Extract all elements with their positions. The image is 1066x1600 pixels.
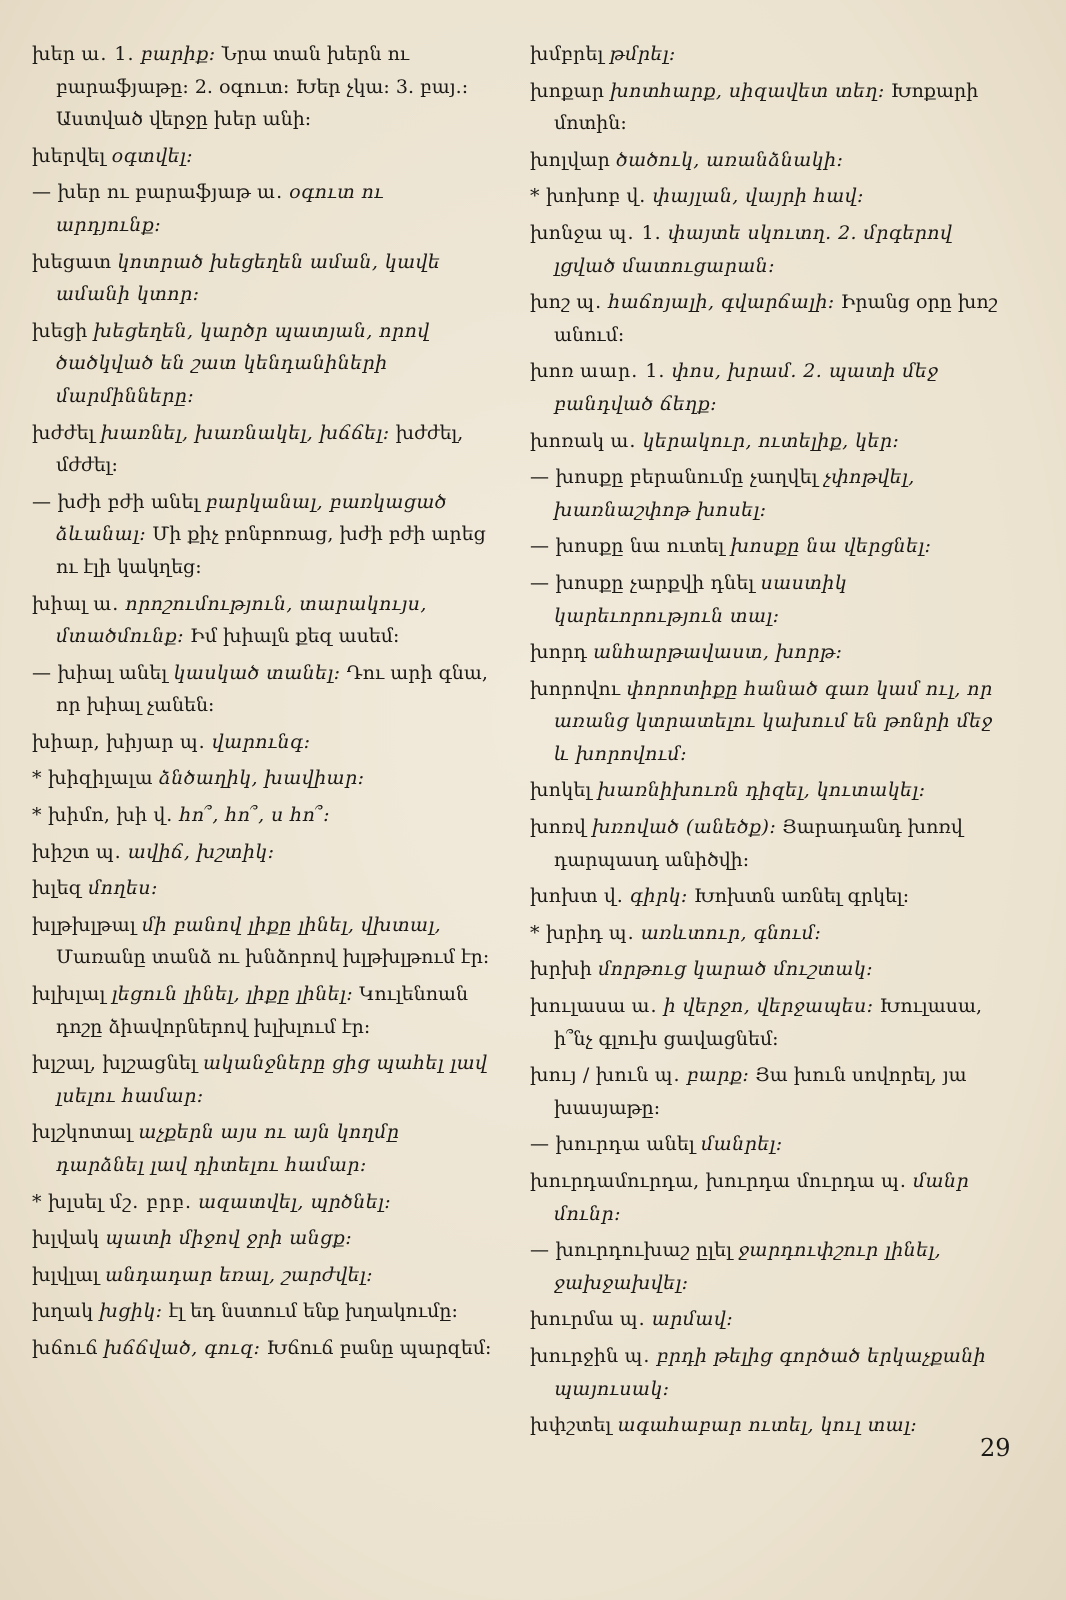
entry-definition: փորոտիքը հանած գառ կամ ուլ, որ առանց կտրատելու կախում են թոնրի մեջ և խորովում։ xyxy=(554,677,993,765)
entry-definition: ականջները ցից պահել լավ լսելու համար։ xyxy=(56,1052,488,1107)
entry-grammar-label: պ. xyxy=(624,1344,651,1367)
entry-definition: ազատվել, պրծնել։ xyxy=(198,1190,392,1213)
entry-definition: ագահաբար ուտել, կուլ տալ։ xyxy=(617,1414,918,1437)
entry-definition: ձնծաղիկ, խավիար։ xyxy=(158,767,365,790)
entry-headword: խլխլալ xyxy=(32,983,106,1006)
dictionary-entry xyxy=(32,1332,492,1365)
dictionary-entry xyxy=(32,657,492,722)
dictionary-entry xyxy=(32,1259,492,1292)
entry-example: Մի քիչ բոնբոռաց, խժի բժի արեց ու էլի կակղեց: xyxy=(56,523,486,578)
entry-grammar-label: ա. 1. xyxy=(81,43,135,65)
entry-definition: խճճված, գուզ։ xyxy=(103,1336,261,1359)
dictionary-entry xyxy=(530,1303,1000,1336)
entry-definition: անհարթավաստ, խորթ։ xyxy=(593,641,843,664)
entry-definition: մողես։ xyxy=(88,877,158,900)
entry-headword: խլվլալ xyxy=(32,1263,100,1286)
entry-example: Իրանց օրը խոշ անում: xyxy=(554,291,998,346)
entry-headword: խիար, խիյար xyxy=(32,730,174,753)
dictionary-entry xyxy=(32,38,492,136)
entry-example: Խոխտն առնել գրկել։ xyxy=(693,885,910,908)
entry-headword: խոռվ xyxy=(530,816,587,839)
entry-definition: վարունգ։ xyxy=(211,730,311,753)
entry-headword: խուլասա xyxy=(530,995,626,1018)
dictionary-entry xyxy=(32,836,492,869)
dictionary-entry xyxy=(530,917,1000,950)
dictionary-entry xyxy=(32,1047,492,1112)
entry-definition: մանրել։ xyxy=(701,1133,783,1156)
entry-headword: — խեր ու բարաֆյաթ xyxy=(32,181,251,204)
page-number: 29 xyxy=(980,1434,1011,1462)
entry-headword: խորդ xyxy=(530,641,588,664)
entry-definition: խռոված (անեծք)։ xyxy=(592,816,777,839)
entry-headword: * խիմո, խի xyxy=(32,804,148,827)
dictionary-entry xyxy=(530,953,1000,986)
dictionary-entry xyxy=(530,990,1000,1055)
entry-grammar-label: պ. xyxy=(608,921,635,944)
entry-example: Կուլենոան դոշը ձիավորներով խլխլում էր: xyxy=(56,983,469,1038)
dictionary-entry xyxy=(530,1165,1000,1230)
dictionary-entry xyxy=(32,1295,492,1328)
entry-definition: թմրել։ xyxy=(609,43,676,65)
entry-headword: խլշկոտալ xyxy=(32,1121,133,1144)
entry-definition: խեցեղեն, կարծր պատյան, որով ծածկված են շատ կենդանիների մարմինները։ xyxy=(56,319,430,407)
entry-definition: կոտրած խեցեղեն աման, կավե ամանի կտոր։ xyxy=(56,250,441,306)
entry-example: Յա խուն սովորել, յա խասյաթը: xyxy=(554,1064,967,1119)
entry-definition: բրդի թելից գործած երկաչքանի պայուսակ։ xyxy=(554,1344,987,1400)
entry-headword: խույ / խուն xyxy=(530,1064,649,1087)
entry-headword: — խոսքը չարքվի դնել xyxy=(530,571,755,594)
dictionary-entry xyxy=(32,1222,492,1255)
entry-grammar-label: ա. xyxy=(610,429,637,452)
entry-headword: խեր xyxy=(32,43,76,65)
entry-headword: խլվակ xyxy=(32,1227,100,1250)
entry-headword: խեցի xyxy=(32,319,88,342)
dictionary-entry xyxy=(32,799,492,832)
entry-definition: կերակուր, ուտելիք, կեր։ xyxy=(642,429,900,452)
entry-grammar-label: պ. 1. xyxy=(608,221,662,244)
entry-definition: հաճոյալի, գվարճալի։ xyxy=(608,291,835,314)
entry-grammar-label: պ. xyxy=(95,840,122,863)
entry-example: էլ եդ նստում ենք խղակումը: xyxy=(168,1300,458,1323)
dictionary-entry xyxy=(32,315,492,413)
entry-headword: խոխտ xyxy=(530,885,598,908)
entry-grammar-label: պ. xyxy=(576,291,603,314)
entry-definition: խառնիխուռն դիզել, կուտակել։ xyxy=(597,779,926,802)
entry-headword: խեցատ xyxy=(32,250,112,273)
entry-grammar-label: պ. xyxy=(179,730,206,753)
dictionary-entry xyxy=(530,286,1000,351)
entry-grammar-label: աար. 1. xyxy=(579,360,666,383)
entry-grammar-label: մշ. բրբ. xyxy=(109,1190,193,1213)
dictionary-entry xyxy=(32,246,492,311)
entry-headword: խղակ xyxy=(32,1300,94,1323)
entry-headword: — խոսքը նա ուտել xyxy=(530,535,725,558)
entry-headword: խիշտ xyxy=(32,840,90,863)
left-column xyxy=(32,38,492,1369)
entry-definition: բարիք։ xyxy=(140,43,216,65)
entry-grammar-label: պ. xyxy=(619,1308,646,1331)
dictionary-entry xyxy=(530,1234,1000,1299)
entry-definition: մի բանով լիքը լինել, վխտալ, xyxy=(142,913,442,936)
entry-example: Իմ խիալն քեզ ասեմ: xyxy=(190,625,400,648)
dictionary-entry xyxy=(530,811,1000,876)
entry-definition: հո՞, հո՞, ս հո՞։ xyxy=(179,804,330,827)
entry-grammar-label: պ. xyxy=(880,1170,907,1192)
entry-example: Խուլասա, ի՞նչ գլուխ ցավացնեմ: xyxy=(554,995,983,1050)
entry-headword: * խոխոբ xyxy=(530,185,621,208)
dictionary-entry xyxy=(32,588,492,653)
entry-definition: որոշումություն, տարակույս, մտածմունք։ xyxy=(56,592,427,648)
entry-definition: գիրկ։ xyxy=(629,885,688,908)
dictionary-entry xyxy=(32,726,492,759)
entry-example: Խոքարի մոտին: xyxy=(554,79,979,135)
entry-headword: — խիալ անել xyxy=(32,661,168,684)
entry-definition: մորթուց կարած մուշտակ։ xyxy=(598,958,874,981)
entry-definition: փոս, խրամ. 2. պատի մեջ բանդված ճեղք։ xyxy=(554,360,939,415)
dictionary-entry xyxy=(530,673,1000,771)
entry-definition: պատի միջով ջրի անցք։ xyxy=(105,1227,353,1250)
dictionary-entry xyxy=(530,1059,1000,1124)
entry-headword: խոռակ xyxy=(530,429,605,452)
dictionary-entry xyxy=(32,1116,492,1181)
entry-headword: * խիզիլալա xyxy=(32,767,153,790)
dictionary-entry xyxy=(530,880,1000,913)
dictionary-entry xyxy=(530,180,1000,213)
entry-headword: խուրդամուրդա, խուրդա մուրդա xyxy=(530,1170,875,1192)
entry-grammar-label: ա. xyxy=(631,995,658,1018)
dictionary-entry xyxy=(530,144,1000,177)
entry-example: Նրա տան խերն ու բարաֆյաթը: 2. օգուտ։ Խեր չկա: 3. բայ.։ Աստված վերջը խեր անի: xyxy=(56,43,469,131)
dictionary-entry xyxy=(32,140,492,173)
dictionary-entry xyxy=(530,530,1000,563)
entry-grammar-label: վ. xyxy=(603,885,624,908)
entry-headword: խերվել xyxy=(32,144,106,167)
entry-headword: խոշ xyxy=(530,291,571,314)
entry-grammar-label: ա. xyxy=(93,592,120,615)
dictionary-entry xyxy=(32,872,492,905)
entry-headword: — խուրդուխաշ ըլել xyxy=(530,1239,733,1262)
dictionary-entry xyxy=(530,1409,1000,1442)
entry-grammar-label: պ. xyxy=(654,1064,681,1087)
entry-headword: խլշալ, խլշացնել xyxy=(32,1052,197,1075)
entry-headword: խփշտել xyxy=(530,1414,612,1437)
entry-example: Դու արի գնա, որ խիալ չանեն: xyxy=(56,661,488,717)
entry-definition: սաստիկ կարեւորություն տալ։ xyxy=(554,571,848,627)
entry-definition: փայլան, վայրի հավ։ xyxy=(652,185,864,208)
entry-definition: բարք։ xyxy=(686,1064,750,1087)
entry-grammar-label: ա. xyxy=(257,181,284,204)
entry-definition: մանր մունր։ xyxy=(554,1170,970,1225)
dictionary-entry xyxy=(530,1340,1000,1405)
dictionary-entry xyxy=(32,762,492,795)
dictionary-entry xyxy=(530,38,1000,71)
dictionary-entry xyxy=(32,176,492,241)
entry-headword: խիալ xyxy=(32,592,88,615)
entry-definition: խոսքը նա վերցնել։ xyxy=(730,535,932,558)
entry-headword: խուրջին xyxy=(530,1344,619,1367)
entry-headword: խոկել xyxy=(530,779,592,802)
entry-example: Խճուճ բանը պարզեմ: xyxy=(266,1336,492,1359)
dictionary-entry xyxy=(32,1186,492,1219)
entry-headword: խորովու xyxy=(530,677,621,700)
entry-headword: խոլվար xyxy=(530,148,611,171)
entry-example: խժժել, մժժել: xyxy=(56,421,464,477)
dictionary-entry xyxy=(32,909,492,974)
entry-definition: ի վերջո, վերջապես։ xyxy=(663,995,874,1018)
entry-headword: խոնջա xyxy=(530,221,603,244)
entry-definition: ջարդուփշուր լինել, ջախջախվել։ xyxy=(554,1239,942,1294)
entry-definition: խցիկ։ xyxy=(99,1300,163,1323)
dictionary-entry xyxy=(530,1128,1000,1161)
entry-definition: խոտհարք, սիզավետ տեղ։ xyxy=(610,79,885,102)
entry-definition: անդադար եռալ, շարժվել։ xyxy=(105,1263,373,1286)
entry-example: Յարադանդ խոռվ դարպասդ անիծվի։ xyxy=(554,816,963,871)
dictionary-entry xyxy=(530,425,1000,458)
entry-definition: բարկանալ, բառկացած ձևանալ։ xyxy=(56,490,447,546)
dictionary-entry xyxy=(530,636,1000,669)
entry-definition: խառնել, խառնակել, խճճել։ xyxy=(100,421,390,444)
entry-definition: առևտուր, գնում։ xyxy=(640,921,822,944)
entry-definition: ծածուկ, առանձնակի։ xyxy=(616,148,844,171)
entry-definition: ավիճ, խշտիկ։ xyxy=(127,840,275,863)
entry-headword: * խրիդ xyxy=(530,921,603,944)
dictionary-entry xyxy=(530,774,1000,807)
entry-headword: — խժի բժի անել xyxy=(32,490,200,513)
entry-definition: արմավ։ xyxy=(651,1308,734,1331)
entry-headword: * խլսել xyxy=(32,1190,104,1213)
entry-grammar-label: վ. xyxy=(153,804,174,827)
entry-headword: խժժել xyxy=(32,421,95,444)
entry-headword: — խոսքը բերանումը չաղվել xyxy=(530,466,818,489)
entry-example: Մառանը տանձ ու խնձորով խլթխլթում էր: xyxy=(56,946,490,969)
dictionary-entry xyxy=(32,417,492,482)
entry-definition: կասկած տանել։ xyxy=(173,661,341,684)
dictionary-entry xyxy=(32,486,492,584)
entry-definition: չփոթվել, խառնաշփոթ խոսել։ xyxy=(554,466,915,521)
entry-definition: լեցուն լինել, լիքը լինել։ xyxy=(111,983,354,1006)
entry-headword: խլեզ xyxy=(32,877,83,900)
entry-headword: խմբրել xyxy=(530,43,604,65)
entry-headword: — խուրդա անել xyxy=(530,1133,695,1156)
entry-definition: օգտվել։ xyxy=(111,144,193,167)
entry-headword: խոքար xyxy=(530,79,605,102)
entry-grammar-label: վ. xyxy=(626,185,647,208)
entry-headword: խրխի xyxy=(530,958,593,981)
dictionary-entry xyxy=(530,461,1000,526)
right-column xyxy=(530,38,1000,1446)
entry-definition: օգուտ ու արդյունք։ xyxy=(56,181,384,236)
entry-headword: խլթխլթալ xyxy=(32,913,136,936)
dictionary-entry xyxy=(530,567,1000,632)
entry-definition: փայտե սկուտղ. 2. մրգերով լցված մատուցարան։ xyxy=(554,221,953,277)
dictionary-entry xyxy=(530,75,1000,140)
entry-headword: խոռ xyxy=(530,360,574,383)
dictionary-entry xyxy=(530,217,1000,282)
dictionary-entry xyxy=(530,355,1000,420)
entry-definition: աչքերն այս ու այն կողմը դարձնել լավ դիտելու համար։ xyxy=(56,1121,400,1176)
entry-headword: խուրմա xyxy=(530,1308,614,1331)
dictionary-entry xyxy=(32,978,492,1043)
entry-headword: խճուճ xyxy=(32,1336,98,1359)
